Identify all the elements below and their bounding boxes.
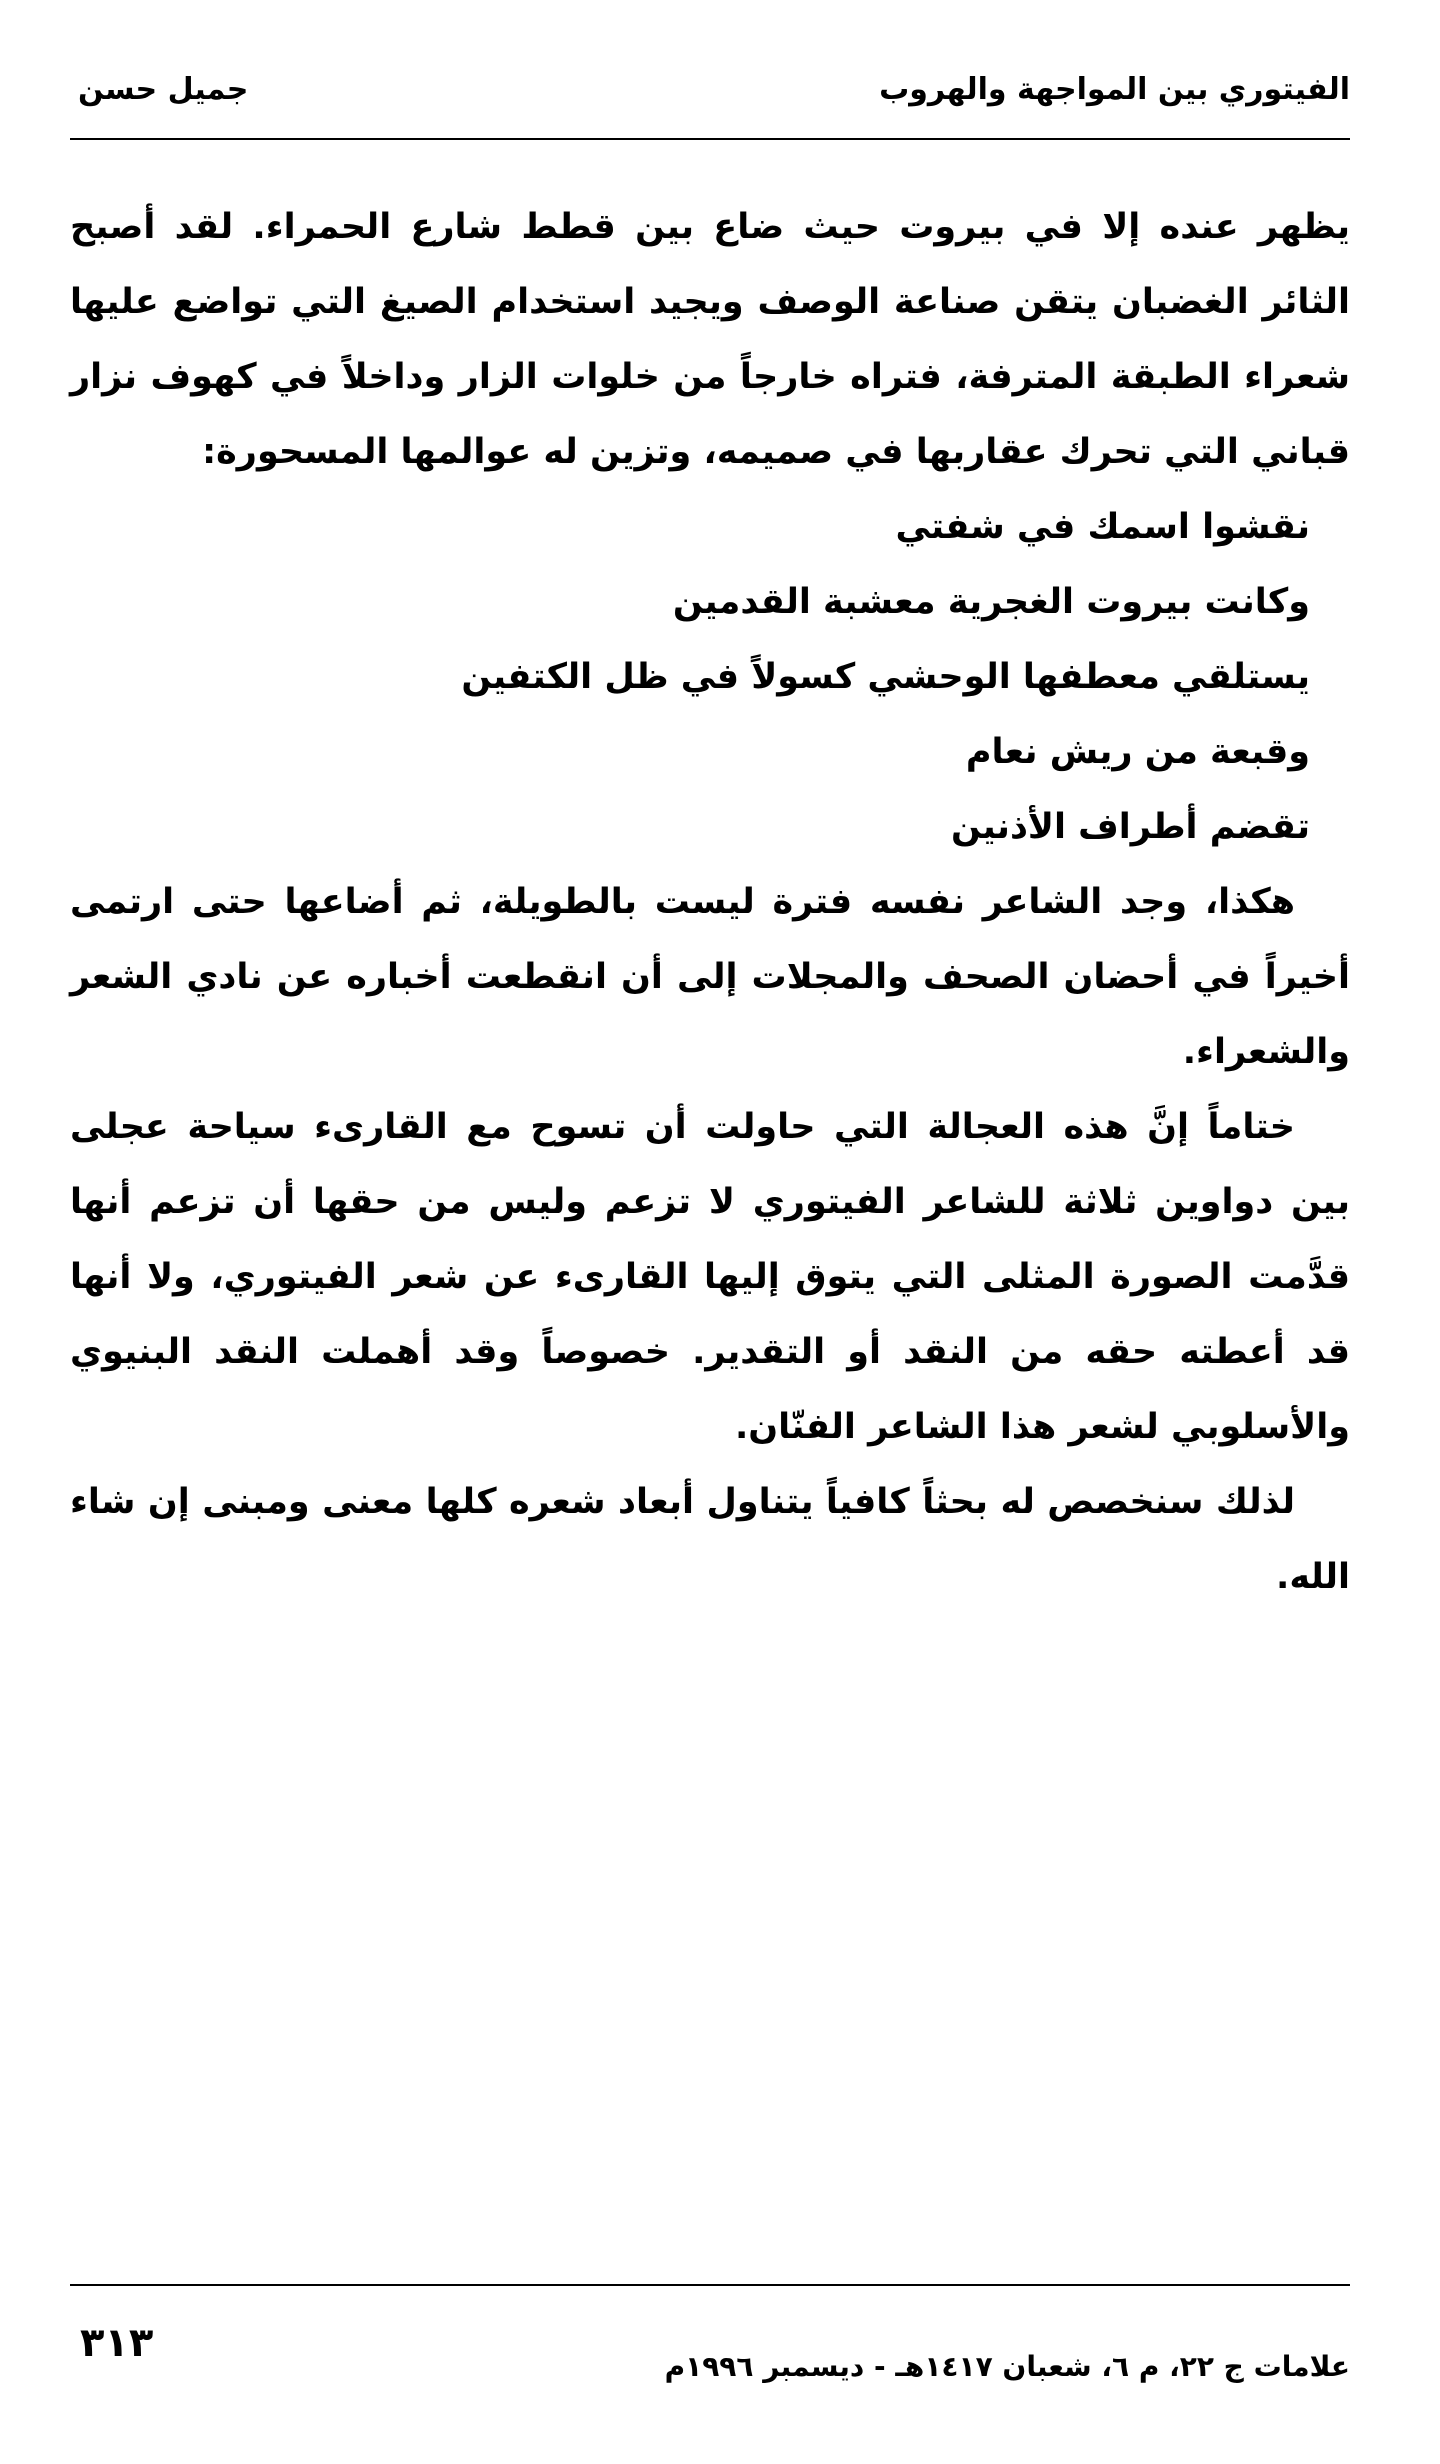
body-text	[70, 190, 1350, 1615]
header-divider	[70, 138, 1350, 140]
verse-line: تقضم أطراف الأذنين	[951, 807, 1310, 847]
paragraph: يظهر عنده إلا في بيروت حيث ضاع بين قطط شارع الحمراء. لقد أصبح الثائر الغضبان يتقن صناعة الوصف ويجيد استخدام الصيغ التي تواضع عليها شعراء الطبقة المترفة، فتراه خارجاً من خلوات الزار وداخلاً في كهوف نزار قباني التي تحرك عقاربها في صميمه، وتزين له عوالمها المسحورة:	[70, 207, 1350, 472]
footer-divider	[70, 2284, 1350, 2286]
verse-line: نقشوا اسمك في شفتي	[895, 507, 1310, 547]
running-header	[70, 72, 1350, 132]
paragraph: لذلك سنخصص له بحثاً كافياً يتناول أبعاد شعره كلها معنى ومبنى إن شاء الله.	[70, 1482, 1350, 1597]
page-number: ٣١٣	[80, 2320, 154, 2366]
verse-line: وكانت بيروت الغجرية معشبة القدمين	[672, 582, 1310, 622]
paragraph: ختاماً إنَّ هذه العجالة التي حاولت أن تسوح مع القارىء سياحة عجلى بين دواوين ثلاثة للشاعر الفيتوري لا تزعم وليس من حقها أن تزعم أنها قدَّمت الصورة المثلى التي يتوق إليها القارىء عن شعر الفيتوري، ولا أنها قد أعطته حقه من النقد أو التقدير. خصوصاً وقد أهملت النقد البنيوي والأسلوبي لشعر هذا الشاعر الفنّان.	[70, 1107, 1350, 1447]
verse-line: وقبعة من ريش نعام	[965, 732, 1310, 772]
running-author: جميل حسن	[78, 72, 249, 107]
journal-citation: علامات ج ٢٢، م ٦، شعبان ١٤١٧هـ - ديسمبر ١٩٩٦م	[664, 2350, 1350, 2383]
page-footer	[70, 2318, 1350, 2388]
paragraph: هكذا، وجد الشاعر نفسه فترة ليست بالطويلة، ثم أضاعها حتى ارتمى أخيراً في أحضان الصحف والمجلات إلى أن انقطعت أخباره عن نادي الشعر والشعراء.	[70, 882, 1350, 1072]
running-title: الفيتوري بين المواجهة والهروب	[879, 72, 1350, 107]
verse-block	[70, 490, 1350, 865]
verse-line: يستلقي معطفها الوحشي كسولاً في ظل الكتفين	[461, 657, 1310, 697]
